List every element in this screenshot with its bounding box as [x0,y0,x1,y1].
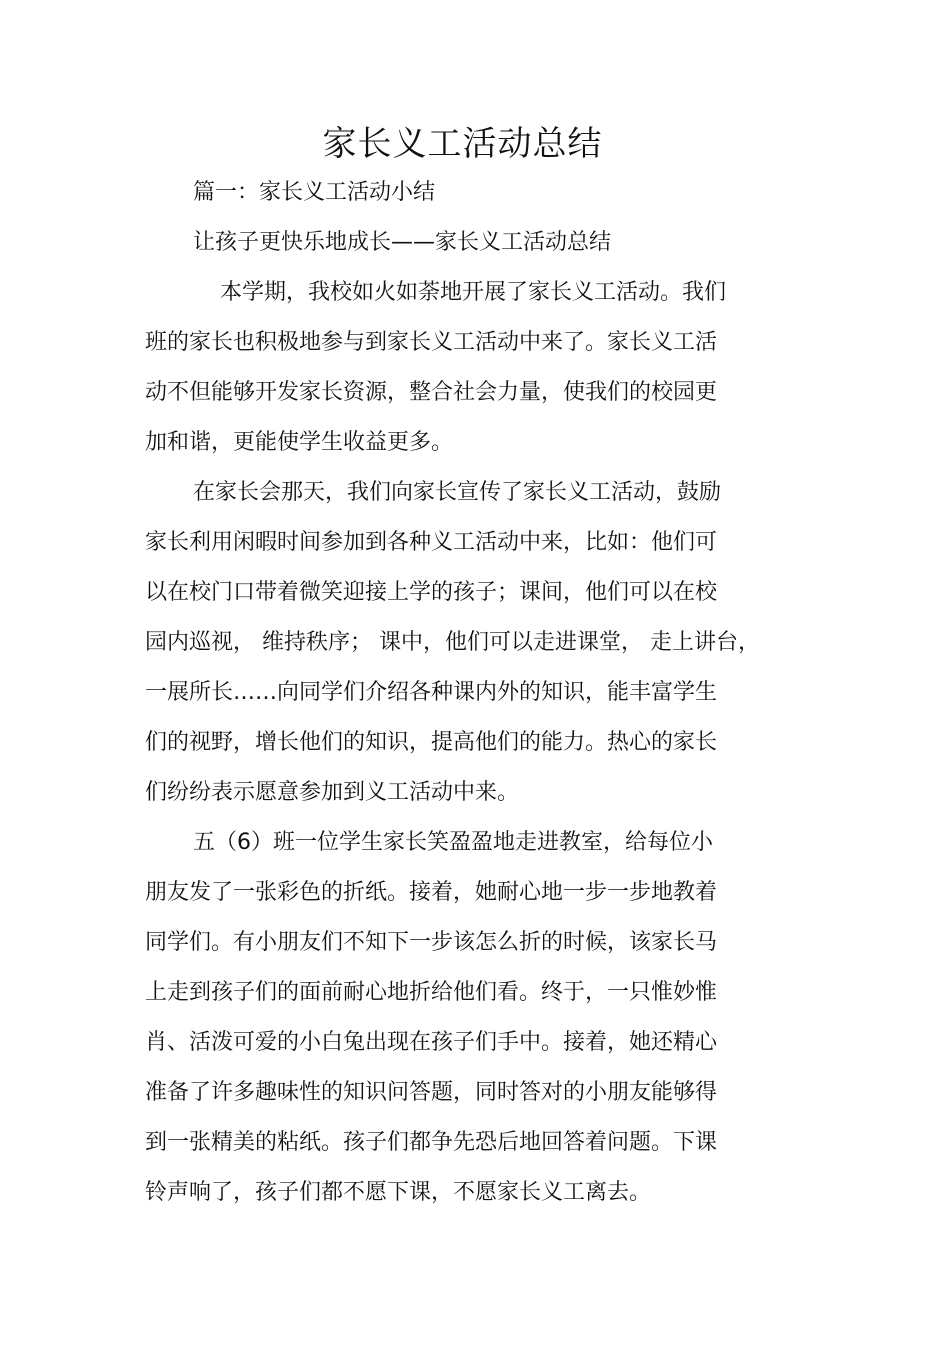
paragraph-line: 加和谐，更能使学生收益更多。 [145,430,454,455]
paragraph-line: 们的视野，增长他们的知识，提高他们的能力。热心的家长 [145,730,718,755]
paragraph-line: 一展所长……向同学们介绍各种课内外的知识，能丰富学生 [145,680,718,705]
paragraph-line: 肖、活泼可爱的小白兔出现在孩子们手中。接着，她还精心 [145,1030,718,1055]
paragraph-line: 五（6）班一位学生家长笑盈盈地走进教室，给每位小 [193,830,713,855]
paragraph-line: 同学们。有小朋友们不知下一步该怎么折的时候，该家长马 [145,930,718,955]
paragraph-line: 家长利用闲暇时间参加到各种义工活动中来，比如：他们可 [145,530,718,555]
document-title: 家长义工活动总结 [322,124,603,164]
section-heading: 让孩子更快乐地成长——家长义工活动总结 [193,230,612,255]
paragraph-line: 班的家长也积极地参与到家长义工活动中来了。家长义工活 [145,330,718,355]
paragraph-line: 们纷纷表示愿意参加到义工活动中来。 [145,780,520,805]
paragraph-line: 铃声响了，孩子们都不愿下课，不愿家长义工离去。 [145,1180,652,1205]
section-subtitle: 篇一：家长义工活动小结 [193,180,436,205]
paragraph-line: 到一张精美的粘纸。孩子们都争先恐后地回答着问题。下课 [145,1130,718,1155]
paragraph-line: 在家长会那天，我们向家长宣传了家长义工活动，鼓励 [193,480,722,505]
paragraph-line: 动不但能够开发家长资源，整合社会力量，使我们的校园更 [145,380,718,405]
paragraph-line: 上走到孩子们的面前耐心地折给他们看。终于，一只惟妙惟 [145,980,718,1005]
paragraph-line: 园内巡视， 维持秩序； 课中，他们可以走进课堂， 走上讲台， [145,630,760,655]
paragraph-line: 以在校门口带着微笑迎接上学的孩子；课间，他们可以在校 [145,580,718,605]
paragraph-line: 朋友发了一张彩色的折纸。接着，她耐心地一步一步地教着 [145,880,718,905]
paragraph-line: 本学期，我校如火如荼地开展了家长义工活动。我们 [220,280,727,305]
paragraph-line: 准备了许多趣味性的知识问答题，同时答对的小朋友能够得 [145,1080,718,1105]
